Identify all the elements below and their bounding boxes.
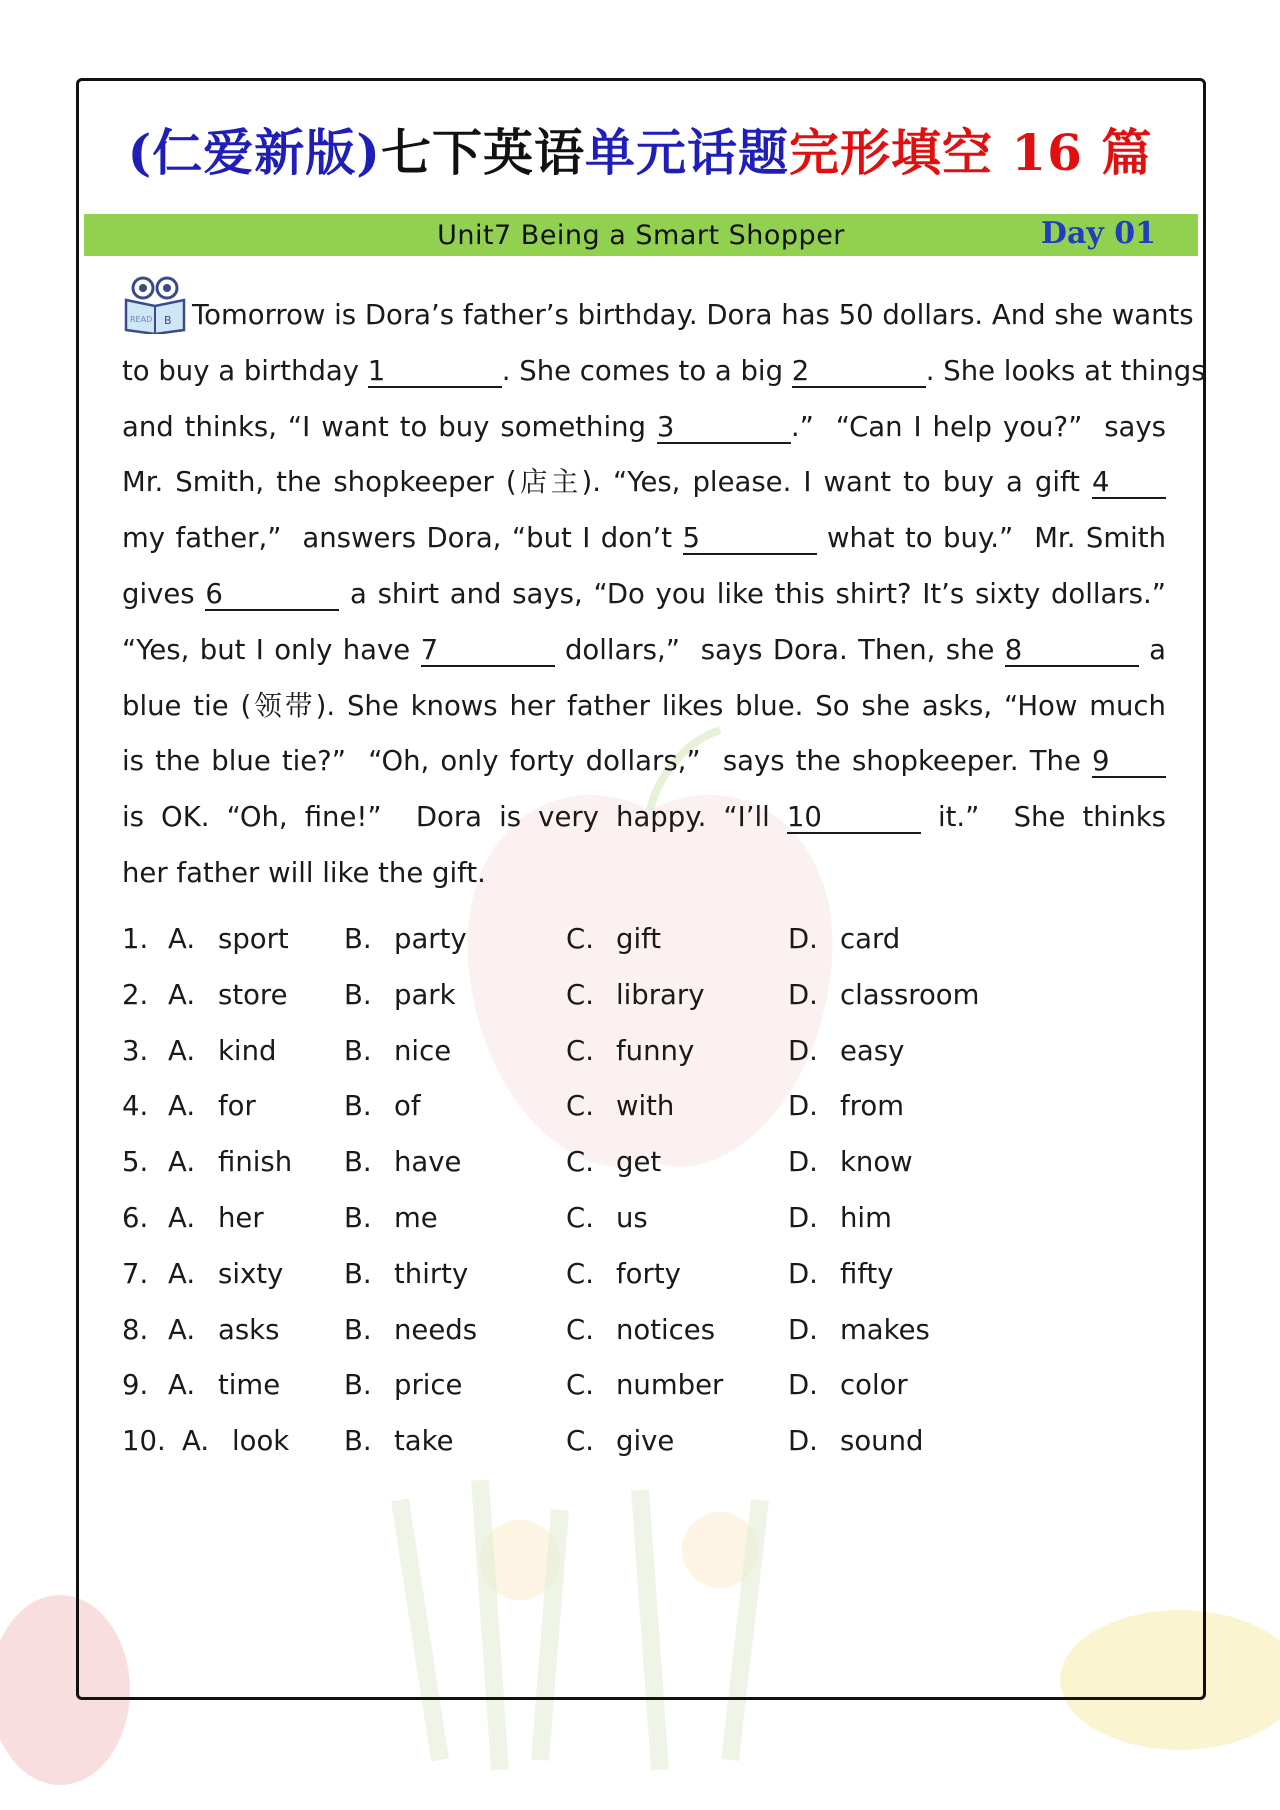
option-a-text[interactable]: store (218, 978, 288, 1011)
passage-line (122, 623, 1166, 679)
option-letter-c: C. (566, 1257, 594, 1290)
passage-line (122, 455, 1166, 511)
option-a-text[interactable]: sport (218, 923, 289, 955)
option-b-text[interactable]: nice (394, 1034, 452, 1067)
option-d-text[interactable]: fifty (840, 1257, 894, 1290)
page-title (0, 118, 1280, 188)
passage-text: . She comes to a big (501, 354, 792, 387)
passage-text: to buy a birthday (122, 354, 368, 387)
passage-text: blue tie (领带). She knows her father likes blue. So she asks, “How much (122, 689, 1166, 722)
option-a-text[interactable]: sixty (218, 1257, 284, 1290)
title-part-cloze: 完形填空 16 篇 (788, 123, 1153, 182)
question-number: 1. (122, 923, 149, 955)
passage-text: “Yes, but I only have (122, 633, 421, 666)
blank-4: 4 (1092, 467, 1166, 499)
option-letter-b: B. (344, 923, 372, 955)
option-letter-d: D. (788, 1313, 818, 1346)
option-d-text[interactable]: him (840, 1201, 892, 1234)
option-letter-a: A. (182, 1425, 210, 1458)
option-letter-b: B. (344, 1146, 372, 1179)
title-part-grade: 七下英语 (380, 123, 585, 182)
read-book-icon (122, 276, 188, 334)
option-letter-a: A. (168, 1146, 196, 1179)
option-letter-c: C. (566, 1201, 594, 1234)
option-d-text[interactable]: classroom (840, 978, 980, 1011)
option-c-text[interactable]: us (616, 1201, 648, 1234)
option-letter-c: C. (566, 1369, 594, 1402)
option-c-text[interactable]: give (616, 1425, 675, 1458)
option-letter-d: D. (788, 1369, 818, 1402)
option-c-text[interactable]: forty (616, 1257, 681, 1290)
option-a-text[interactable]: time (218, 1369, 281, 1402)
passage-text: it.” She thinks (920, 801, 1166, 834)
option-c-text[interactable]: get (616, 1146, 662, 1179)
option-letter-a: A. (168, 1257, 196, 1290)
option-b-text[interactable]: me (394, 1201, 438, 1234)
option-letter-d: D. (788, 1090, 818, 1123)
option-b-text[interactable]: party (394, 923, 467, 955)
passage-line (122, 344, 1206, 400)
passage-text: what to buy.” Mr. Smith (816, 522, 1167, 555)
title-part-edition: (仁爱新版) (127, 123, 381, 182)
option-d-text[interactable]: know (840, 1146, 913, 1179)
passage-line (122, 846, 1166, 902)
question-number: 7. (122, 1257, 149, 1290)
option-letter-d: D. (788, 1034, 818, 1067)
option-c-text[interactable]: gift (616, 923, 662, 955)
passage-text: a shirt and says, “Do you like this shirt? It’s sixty dollars.” (339, 577, 1166, 610)
option-letter-a: A. (168, 1090, 196, 1123)
option-letter-d: D. (788, 1257, 818, 1290)
option-letter-b: B. (344, 1257, 372, 1290)
option-letter-c: C. (566, 1313, 594, 1346)
option-letter-a: A. (168, 1034, 196, 1067)
question-number: 9. (122, 1369, 149, 1402)
option-letter-a: A. (168, 1313, 196, 1346)
blank-3: 3 (657, 412, 791, 444)
option-a-text[interactable]: kind (218, 1034, 277, 1067)
passage-text: gives (122, 577, 206, 610)
option-b-text[interactable]: of (394, 1090, 421, 1123)
passage-line (122, 511, 1166, 567)
option-letter-a: A. (168, 1369, 196, 1402)
option-a-text[interactable]: asks (218, 1313, 280, 1346)
question-number: 4. (122, 1090, 149, 1123)
passage-text: her father will like the gift. (122, 856, 486, 889)
option-letter-b: B. (344, 1313, 372, 1346)
question-number: 3. (122, 1034, 149, 1067)
option-c-text[interactable]: with (616, 1090, 675, 1123)
blank-7: 7 (421, 635, 555, 667)
option-c-text[interactable]: library (616, 978, 705, 1011)
option-b-text[interactable]: have (394, 1146, 462, 1179)
passage-text: Mr. Smith, the shopkeeper (店主). “Yes, please. I want to buy a gift (122, 466, 1092, 499)
passage-text: a (1138, 633, 1167, 666)
passage-text: Tomorrow is Dora’s father’s birthday. Dora has 50 dollars. And she wants (192, 299, 1194, 331)
option-c-text[interactable]: number (616, 1369, 724, 1402)
option-a-text[interactable]: look (232, 1425, 290, 1458)
blank-10: 10 (787, 802, 921, 834)
passage-line (122, 790, 1166, 846)
svg-text:B: B (164, 314, 172, 327)
blank-1: 1 (368, 356, 502, 388)
passage-line (122, 734, 1166, 790)
unit-title: Unit7 Being a Smart Shopper (437, 220, 845, 251)
option-a-text[interactable]: for (218, 1090, 256, 1123)
passage (122, 276, 1206, 902)
option-d-text[interactable]: makes (840, 1313, 930, 1346)
option-letter-b: B. (344, 1034, 372, 1067)
option-c-text[interactable]: funny (616, 1034, 695, 1067)
option-letter-a: A. (168, 1201, 196, 1234)
option-letter-c: C. (566, 923, 594, 955)
option-a-text[interactable]: her (218, 1201, 264, 1234)
option-letter-c: C. (566, 978, 594, 1011)
passage-line (122, 276, 1194, 344)
question-number: 2. (122, 978, 149, 1011)
passage-line (122, 679, 1166, 735)
passage-text: and thinks, “I want to buy something (122, 410, 657, 443)
option-letter-a: A. (168, 978, 196, 1011)
passage-text: is OK. “Oh, fine!” Dora is very happy. “I’ll (122, 801, 787, 834)
blank-9: 9 (1092, 746, 1166, 778)
option-letter-d: D. (788, 923, 818, 955)
option-a-text[interactable]: finish (218, 1146, 293, 1179)
option-d-text[interactable]: easy (840, 1034, 905, 1067)
option-d-text[interactable]: from (840, 1090, 904, 1123)
option-letter-d: D. (788, 1201, 818, 1234)
passage-text: is the blue tie?” “Oh, only forty dollars,” says the shopkeeper. The (122, 745, 1092, 778)
option-b-text[interactable]: needs (394, 1313, 478, 1346)
blank-6: 6 (205, 579, 339, 611)
option-letter-b: B. (344, 1090, 372, 1123)
title-part-topic: 单元话题 (584, 123, 789, 182)
blank-2: 2 (792, 356, 926, 388)
option-letter-d: D. (788, 1425, 818, 1458)
question-number: 6. (122, 1201, 149, 1234)
option-letter-c: C. (566, 1425, 594, 1458)
passage-line (122, 400, 1166, 456)
option-letter-d: D. (788, 1146, 818, 1179)
option-d-text[interactable]: card (840, 923, 901, 955)
question-number: 8. (122, 1313, 149, 1346)
option-letter-c: C. (566, 1146, 594, 1179)
option-d-text[interactable]: color (840, 1369, 908, 1402)
passage-line (122, 567, 1166, 623)
blank-8: 8 (1005, 635, 1139, 667)
passage-text: . She looks at things (925, 354, 1206, 387)
blank-5: 5 (683, 523, 817, 555)
svg-text:READ: READ (130, 315, 153, 324)
option-b-text[interactable]: take (394, 1425, 454, 1458)
option-letter-d: D. (788, 978, 818, 1011)
question-number: 10. (122, 1425, 166, 1458)
passage-text: .” “Can I help you?” says (790, 410, 1166, 443)
option-letter-b: B. (344, 978, 372, 1011)
question-number: 5. (122, 1146, 149, 1179)
option-letter-a: A. (168, 923, 196, 955)
option-letter-b: B. (344, 1201, 372, 1234)
option-b-text[interactable]: price (394, 1369, 463, 1402)
option-b-text[interactable]: park (394, 978, 456, 1011)
day-label: Day 01 (1040, 216, 1156, 251)
unit-banner (84, 214, 1198, 256)
option-letter-c: C. (566, 1034, 594, 1067)
option-letter-b: B. (344, 1369, 372, 1402)
option-letter-c: C. (566, 1090, 594, 1123)
option-c-text[interactable]: notices (616, 1313, 716, 1346)
option-b-text[interactable]: thirty (394, 1257, 469, 1290)
option-d-text[interactable]: sound (840, 1425, 924, 1458)
passage-text: my father,” answers Dora, “but I don’t (122, 522, 683, 555)
passage-text: dollars,” says Dora. Then, she (554, 633, 1005, 666)
option-letter-b: B. (344, 1425, 372, 1458)
